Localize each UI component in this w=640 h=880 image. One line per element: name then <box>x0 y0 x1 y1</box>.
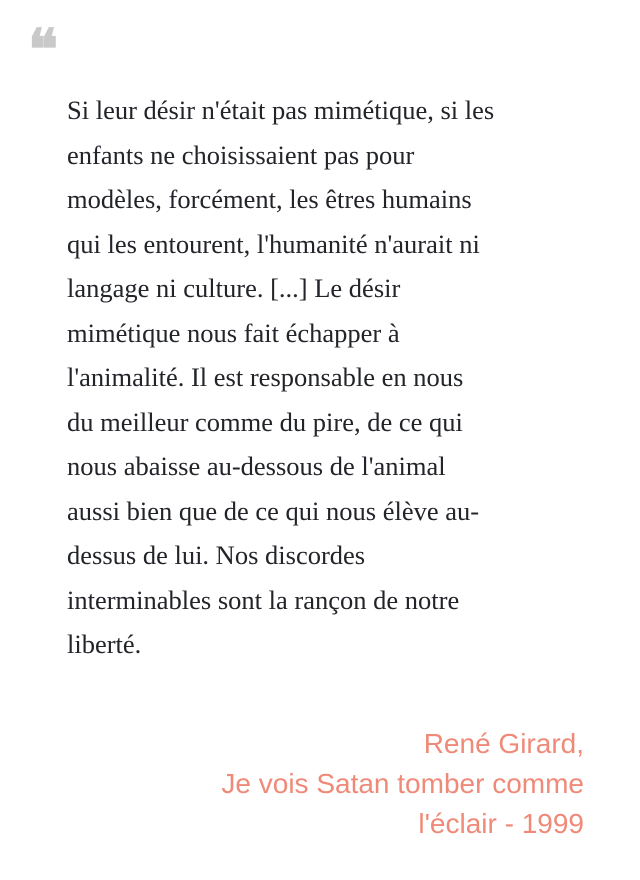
quote-line: mimétique nous fait échapper à <box>67 317 400 348</box>
quote-line: dessus de lui. Nos discordes <box>67 540 366 570</box>
quote-line: Si leur désir n'était pas mimétique, si les <box>67 95 495 125</box>
quote-line: langage ni culture. [...] Le désir <box>67 273 401 303</box>
quote-line: interminables sont la rançon de notre <box>67 584 460 615</box>
quote-text <box>67 88 587 667</box>
quote-line: enfants ne choisissaient pas pour <box>67 139 415 170</box>
quote-mark-icon: ❝ <box>28 17 55 83</box>
quote-line: du meilleur comme du pire, de ce qui <box>67 406 463 437</box>
attribution-author: René Girard, <box>423 728 584 759</box>
quote-line: qui les entourent, l'humanité n'aurait ni <box>67 228 480 259</box>
attribution <box>221 724 584 844</box>
attribution-source-year: l'éclair - 1999 <box>418 808 584 839</box>
quote-line: nous abaisse au-dessous de l'animal <box>67 451 446 481</box>
quote-line: l'animalité. Il est responsable en nous <box>67 362 464 392</box>
quote-line: aussi bien que de ce qui nous élève au- <box>67 495 480 526</box>
quote-line: liberté. <box>67 629 142 659</box>
quote-line: modèles, forcément, les êtres humains <box>67 184 472 214</box>
attribution-source: Je vois Satan tomber comme <box>221 768 584 799</box>
